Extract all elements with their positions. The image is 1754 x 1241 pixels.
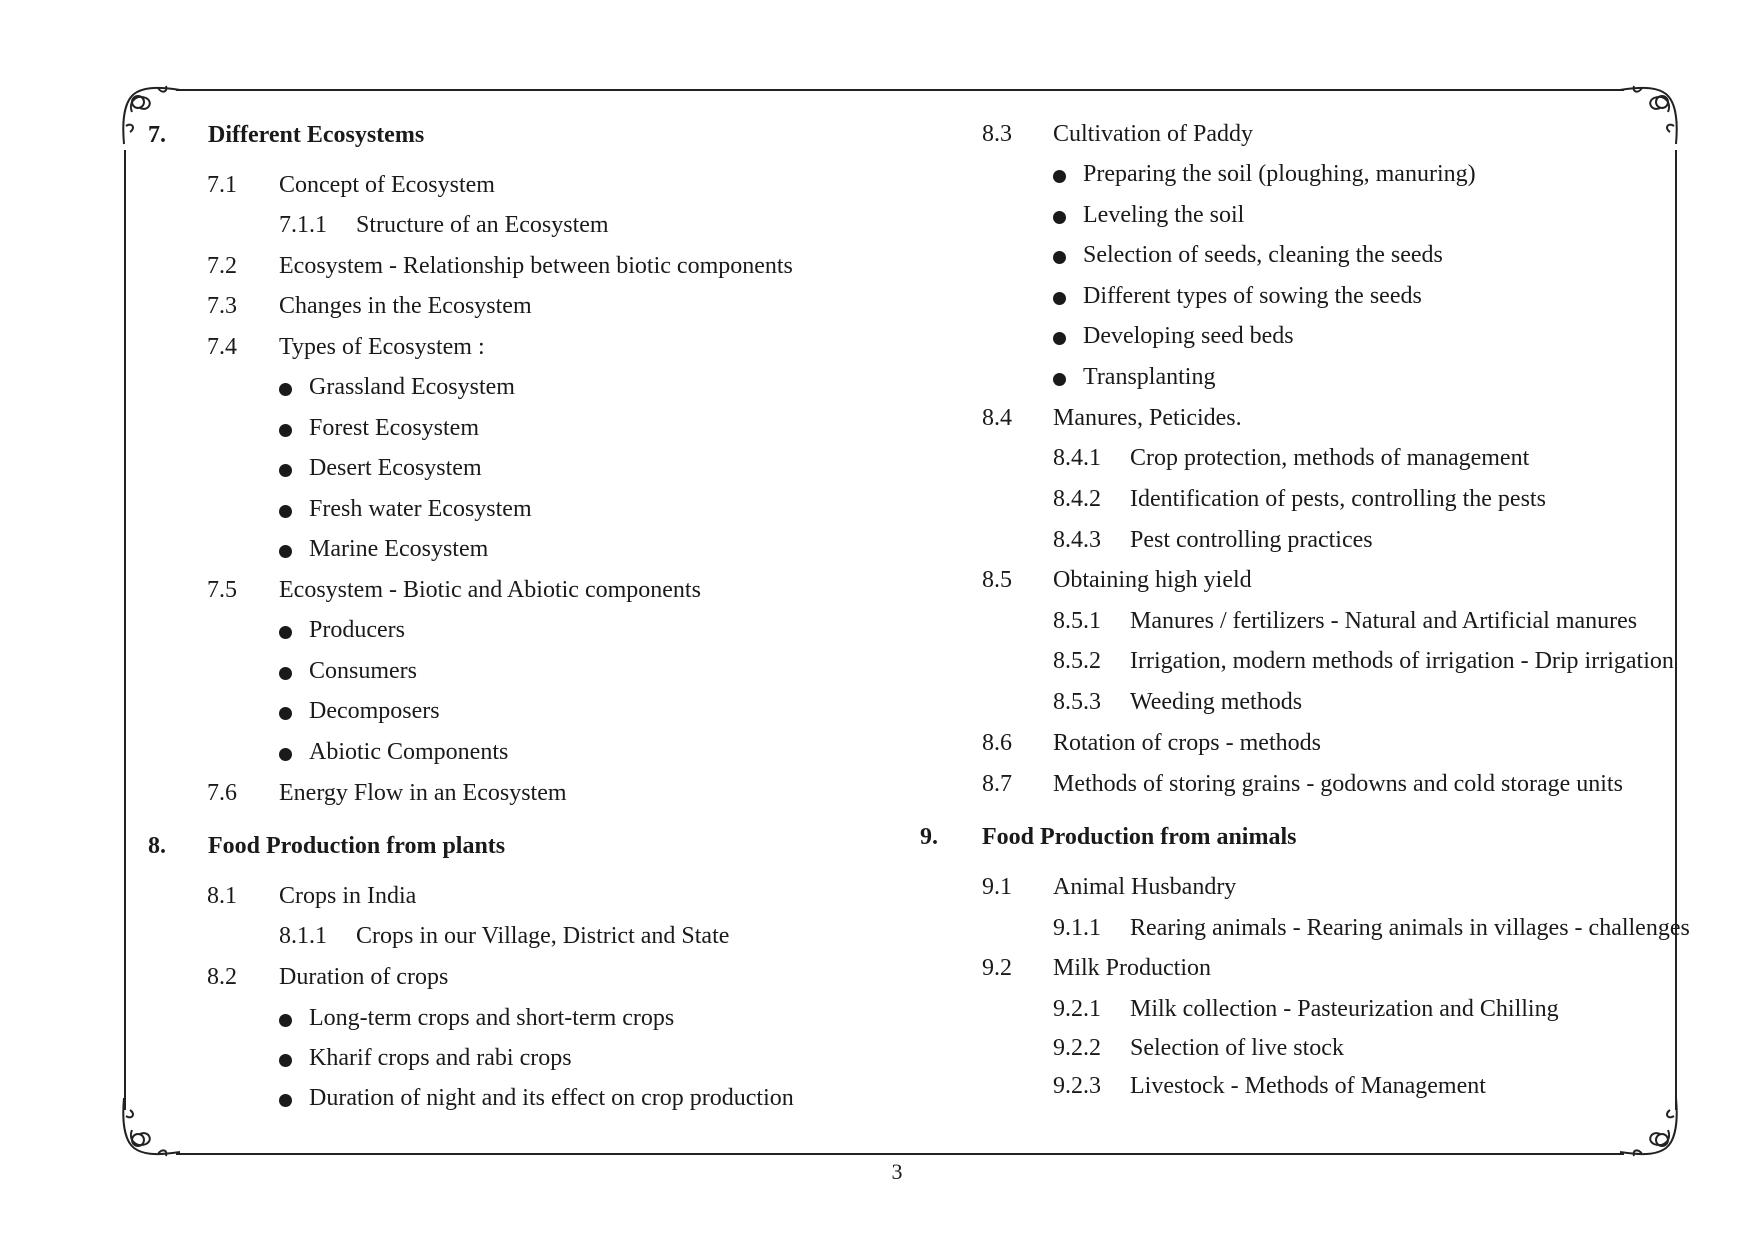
corner-ornament-icon bbox=[118, 1096, 182, 1160]
bullet-text: Duration of night and its effect on crop production bbox=[309, 1085, 794, 1111]
section-number: 7.6 bbox=[207, 780, 237, 806]
chapter-number: 8. bbox=[148, 833, 166, 859]
chapter-title: Food Production from plants bbox=[208, 833, 506, 859]
page-number: 3 bbox=[891, 1159, 903, 1184]
bullet-dot-icon bbox=[279, 667, 292, 680]
corner-ornament-icon bbox=[1618, 1096, 1682, 1160]
subsection-text: Crop protection, methods of management bbox=[1130, 445, 1530, 471]
subsection-text: Livestock - Methods of Management bbox=[1130, 1073, 1486, 1099]
bullet-dot-icon bbox=[279, 1014, 292, 1027]
section-number: 8.1 bbox=[207, 883, 237, 909]
subsection-number: 9.2.1 bbox=[1053, 996, 1101, 1022]
section-number: 9.2 bbox=[982, 955, 1012, 981]
bullet-dot-icon bbox=[279, 464, 292, 477]
bullet-text: Developing seed beds bbox=[1083, 323, 1294, 349]
subsection-text: Identification of pests, controlling the pests bbox=[1130, 486, 1546, 512]
subsection-number: 9.2.2 bbox=[1053, 1035, 1101, 1061]
bullet-text: Forest Ecosystem bbox=[309, 415, 479, 441]
section-text: Energy Flow in an Ecosystem bbox=[279, 780, 567, 806]
bullet-text: Abiotic Components bbox=[309, 739, 509, 765]
section-text: Ecosystem - Relationship between biotic components bbox=[279, 253, 793, 279]
section-number: 7.4 bbox=[207, 334, 237, 360]
subsection-text: Irrigation, modern methods of irrigation - Drip irrigation bbox=[1130, 648, 1674, 674]
chapter-title: Different Ecosystems bbox=[208, 122, 425, 148]
bullet-text: Different types of sowing the seeds bbox=[1083, 283, 1422, 309]
subsection-number: 8.4.3 bbox=[1053, 527, 1101, 553]
bullet-dot-icon bbox=[279, 748, 292, 761]
section-text: Methods of storing grains - godowns and cold storage units bbox=[1053, 771, 1623, 797]
bullet-dot-icon bbox=[1053, 170, 1066, 183]
section-text: Milk Production bbox=[1053, 955, 1212, 981]
subsection-number: 8.1.1 bbox=[279, 923, 327, 949]
bullet-dot-icon bbox=[279, 424, 292, 437]
bullet-dot-icon bbox=[279, 383, 292, 396]
subsection-number: 8.5.1 bbox=[1053, 608, 1101, 634]
section-text: Concept of Ecosystem bbox=[279, 172, 495, 198]
bullet-dot-icon bbox=[279, 1054, 292, 1067]
section-number: 8.3 bbox=[982, 121, 1012, 147]
section-text: Manures, Peticides. bbox=[1053, 405, 1242, 431]
subsection-text: Weeding methods bbox=[1130, 689, 1303, 715]
bullet-dot-icon bbox=[1053, 211, 1066, 224]
section-number: 8.5 bbox=[982, 567, 1012, 593]
bullet-text: Fresh water Ecosystem bbox=[309, 496, 532, 522]
subsection-text: Crops in our Village, District and State bbox=[356, 923, 730, 949]
frame-top-border bbox=[176, 89, 1624, 91]
bullet-dot-icon bbox=[1053, 292, 1066, 305]
bullet-text: Transplanting bbox=[1083, 364, 1216, 390]
subsection-number: 7.1.1 bbox=[279, 212, 327, 238]
section-text: Crops in India bbox=[279, 883, 417, 909]
corner-ornament-icon bbox=[1618, 82, 1682, 146]
bullet-dot-icon bbox=[1053, 332, 1066, 345]
section-text: Changes in the Ecosystem bbox=[279, 293, 532, 319]
bullet-text: Producers bbox=[309, 617, 405, 643]
frame-right-border bbox=[1675, 150, 1677, 1110]
bullet-dot-icon bbox=[279, 1094, 292, 1107]
section-text: Cultivation of Paddy bbox=[1053, 121, 1253, 147]
bullet-text: Selection of seeds, cleaning the seeds bbox=[1083, 242, 1443, 268]
section-text: Animal Husbandry bbox=[1053, 874, 1237, 900]
subsection-text: Pest controlling practices bbox=[1130, 527, 1373, 553]
bullet-dot-icon bbox=[279, 545, 292, 558]
section-text: Rotation of crops - methods bbox=[1053, 730, 1321, 756]
chapter-number: 9. bbox=[920, 824, 938, 850]
section-text: Obtaining high yield bbox=[1053, 567, 1252, 593]
section-number: 7.3 bbox=[207, 293, 237, 319]
bullet-text: Desert Ecosystem bbox=[309, 455, 482, 481]
subsection-text: Rearing animals - Rearing animals in villages - challenges bbox=[1130, 915, 1690, 941]
bullet-dot-icon bbox=[1053, 373, 1066, 386]
section-number: 8.4 bbox=[982, 405, 1012, 431]
bullet-text: Marine Ecosystem bbox=[309, 536, 489, 562]
bullet-dot-icon bbox=[1053, 251, 1066, 264]
section-number: 8.2 bbox=[207, 964, 237, 990]
section-number: 7.1 bbox=[207, 172, 237, 198]
bullet-text: Kharif crops and rabi crops bbox=[309, 1045, 572, 1071]
section-number: 8.7 bbox=[982, 771, 1012, 797]
subsection-number: 8.4.1 bbox=[1053, 445, 1101, 471]
section-text: Duration of crops bbox=[279, 964, 449, 990]
subsection-text: Selection of live stock bbox=[1130, 1035, 1344, 1061]
bullet-text: Decomposers bbox=[309, 698, 440, 724]
subsection-number: 8.4.2 bbox=[1053, 486, 1101, 512]
bullet-text: Grassland Ecosystem bbox=[309, 374, 515, 400]
section-number: 7.2 bbox=[207, 253, 237, 279]
frame-left-border bbox=[124, 150, 126, 1110]
section-text: Ecosystem - Biotic and Abiotic components bbox=[279, 577, 701, 603]
bullet-dot-icon bbox=[279, 626, 292, 639]
bullet-text: Long-term crops and short-term crops bbox=[309, 1005, 675, 1031]
subsection-number: 8.5.3 bbox=[1053, 689, 1101, 715]
bullet-text: Consumers bbox=[309, 658, 417, 684]
bullet-text: Leveling the soil bbox=[1083, 202, 1245, 228]
section-text: Types of Ecosystem : bbox=[279, 334, 485, 360]
subsection-text: Structure of an Ecosystem bbox=[356, 212, 609, 238]
chapter-title: Food Production from animals bbox=[982, 824, 1297, 850]
chapter-number: 7. bbox=[148, 122, 166, 148]
bullet-text: Preparing the soil (ploughing, manuring) bbox=[1083, 161, 1476, 187]
section-number: 9.1 bbox=[982, 874, 1012, 900]
subsection-number: 9.1.1 bbox=[1053, 915, 1101, 941]
section-number: 7.5 bbox=[207, 577, 237, 603]
frame-bottom-border bbox=[176, 1153, 1624, 1155]
bullet-dot-icon bbox=[279, 505, 292, 518]
subsection-text: Milk collection - Pasteurization and Chilling bbox=[1130, 996, 1559, 1022]
subsection-text: Manures / fertilizers - Natural and Artificial manures bbox=[1130, 608, 1638, 634]
subsection-number: 9.2.3 bbox=[1053, 1073, 1101, 1099]
subsection-number: 8.5.2 bbox=[1053, 648, 1101, 674]
bullet-dot-icon bbox=[279, 707, 292, 720]
section-number: 8.6 bbox=[982, 730, 1012, 756]
